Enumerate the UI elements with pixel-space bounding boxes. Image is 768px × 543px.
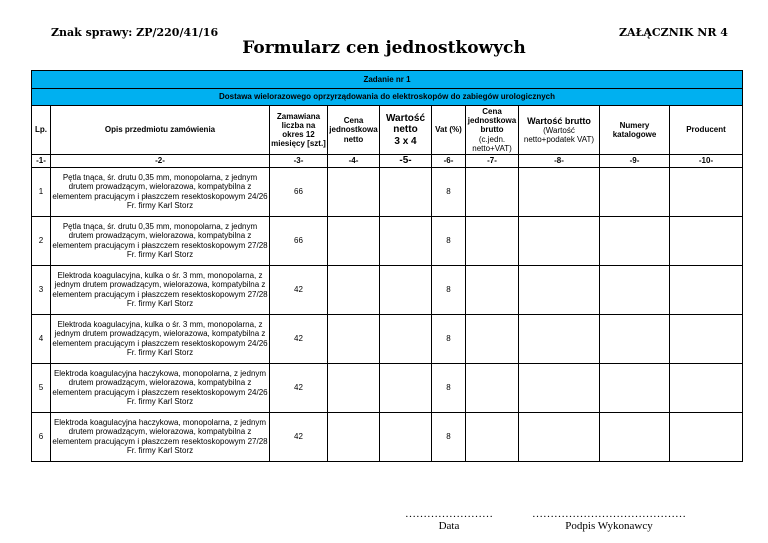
row-description: Elektroda koagulacyjna, kulka o śr. 3 mm, monopolarna, z jednym drutem prowadzącym, wielorazowa, kompatybilna z elementem pracującym i płaszczem resektoskopowym 27/28 Fr. firmy Karl Storz bbox=[51, 265, 270, 314]
row-description: Pętla tnąca, śr. drutu 0,35 mm, monopolarna, z jednym drutem prowadzącym, wielorazowa, kompatybilna z elementem pracującym i płaszczem resektoskopowym 27/28 Fr. firmy Karl Storz bbox=[51, 216, 270, 265]
column-header-row bbox=[32, 106, 743, 155]
col-quantity: Zamawiana liczba na okres 12 miesięcy [szt.] bbox=[270, 106, 328, 155]
col-value-net bbox=[380, 106, 432, 155]
col-number: -3- bbox=[270, 155, 328, 168]
row-unit-net[interactable] bbox=[328, 314, 380, 363]
signature-label: Podpis Wykonawcy bbox=[565, 520, 653, 532]
date-signature-block bbox=[394, 508, 504, 532]
col-value-gross bbox=[519, 106, 600, 155]
row-vat: 8 bbox=[432, 363, 466, 412]
row-unit-net[interactable] bbox=[328, 412, 380, 461]
row-unit-net[interactable] bbox=[328, 216, 380, 265]
row-catalog[interactable] bbox=[600, 167, 670, 216]
row-value-net[interactable] bbox=[380, 412, 432, 461]
row-catalog[interactable] bbox=[600, 412, 670, 461]
row-quantity: 42 bbox=[270, 363, 328, 412]
row-value-net[interactable] bbox=[380, 167, 432, 216]
col-producer: Producent bbox=[670, 106, 743, 155]
row-producer[interactable] bbox=[670, 216, 743, 265]
row-vat: 8 bbox=[432, 216, 466, 265]
row-catalog[interactable] bbox=[600, 216, 670, 265]
row-lp: 3 bbox=[32, 265, 51, 314]
row-unit-net[interactable] bbox=[328, 167, 380, 216]
row-producer[interactable] bbox=[670, 265, 743, 314]
row-unit-gross[interactable] bbox=[466, 363, 519, 412]
row-unit-gross[interactable] bbox=[466, 216, 519, 265]
row-description: Pętla tnąca, śr. drutu 0,35 mm, monopolarna, z jednym drutem prowadzącym, wielorazowa, kompatybilna z elementem pracującym i płaszczem resektoskopowym 24/26 Fr. firmy Karl Storz bbox=[51, 167, 270, 216]
col-number: -1- bbox=[32, 155, 51, 168]
row-quantity: 42 bbox=[270, 412, 328, 461]
row-value-gross[interactable] bbox=[519, 265, 600, 314]
row-quantity: 42 bbox=[270, 265, 328, 314]
row-vat: 8 bbox=[432, 412, 466, 461]
row-value-net[interactable] bbox=[380, 216, 432, 265]
date-dots: …………………… bbox=[405, 508, 493, 520]
row-quantity: 66 bbox=[270, 216, 328, 265]
table-row bbox=[32, 167, 743, 216]
table-row bbox=[32, 363, 743, 412]
col-value-net-formula: 3 x 4 bbox=[394, 135, 417, 147]
task-title: Zadanie nr 1 bbox=[32, 71, 743, 89]
row-vat: 8 bbox=[432, 167, 466, 216]
row-lp: 2 bbox=[32, 216, 51, 265]
row-quantity: 42 bbox=[270, 314, 328, 363]
row-lp: 1 bbox=[32, 167, 51, 216]
row-producer[interactable] bbox=[670, 314, 743, 363]
row-unit-net[interactable] bbox=[328, 265, 380, 314]
col-lp: Lp. bbox=[32, 106, 51, 155]
row-producer[interactable] bbox=[670, 167, 743, 216]
table-row bbox=[32, 412, 743, 461]
table-row bbox=[32, 265, 743, 314]
col-unit-gross-note: (c.jedn. netto+VAT) bbox=[472, 134, 512, 153]
row-catalog[interactable] bbox=[600, 363, 670, 412]
date-label: Data bbox=[438, 520, 460, 532]
row-catalog[interactable] bbox=[600, 265, 670, 314]
annex-label: ZAŁĄCZNIK NR 4 bbox=[619, 26, 728, 39]
row-producer[interactable] bbox=[670, 412, 743, 461]
table-row bbox=[32, 216, 743, 265]
col-value-gross-label: Wartość brutto bbox=[527, 115, 591, 126]
col-number: -7- bbox=[466, 155, 519, 168]
case-number: Znak sprawy: ZP/220/41/16 bbox=[51, 26, 219, 39]
row-value-gross[interactable] bbox=[519, 412, 600, 461]
row-value-gross[interactable] bbox=[519, 363, 600, 412]
row-value-gross[interactable] bbox=[519, 167, 600, 216]
col-unit-net: Cena jednostkowa netto bbox=[328, 106, 380, 155]
row-unit-gross[interactable] bbox=[466, 314, 519, 363]
row-value-net[interactable] bbox=[380, 314, 432, 363]
col-number: -2- bbox=[51, 155, 270, 168]
row-unit-gross[interactable] bbox=[466, 412, 519, 461]
row-lp: 6 bbox=[32, 412, 51, 461]
row-value-net[interactable] bbox=[380, 265, 432, 314]
col-number: -9- bbox=[600, 155, 670, 168]
column-number-row bbox=[32, 155, 743, 168]
col-unit-gross bbox=[466, 106, 519, 155]
row-lp: 5 bbox=[32, 363, 51, 412]
row-lp: 4 bbox=[32, 314, 51, 363]
col-number: -8- bbox=[519, 155, 600, 168]
col-number: -5- bbox=[380, 155, 432, 168]
col-catalog: Numery katalogowe bbox=[600, 106, 670, 155]
row-vat: 8 bbox=[432, 265, 466, 314]
col-unit-gross-label: Cena jednostkowa brutto bbox=[467, 107, 517, 135]
table-row bbox=[32, 314, 743, 363]
row-catalog[interactable] bbox=[600, 314, 670, 363]
col-number: -4- bbox=[328, 155, 380, 168]
task-subtitle: Dostawa wielorazowego oprzyrządowania do elektroskopów do zabiegów urologicznych bbox=[32, 89, 743, 106]
col-description: Opis przedmiotu zamówienia bbox=[51, 106, 270, 155]
row-unit-gross[interactable] bbox=[466, 167, 519, 216]
row-producer[interactable] bbox=[670, 363, 743, 412]
row-vat: 8 bbox=[432, 314, 466, 363]
row-unit-net[interactable] bbox=[328, 363, 380, 412]
signature-dots: …………………………………… bbox=[532, 508, 686, 520]
col-value-gross-note: (Wartość netto+podatek VAT) bbox=[523, 125, 595, 145]
row-description: Elektroda koagulacyjna haczykowa, monopolarna, z jednym drutem prowadzącym, wielorazowa, kompatybilna z elementem pracującym i płaszczem resektoskopowym 27/28 Fr. firmy Karl Storz bbox=[51, 412, 270, 461]
form-title: Formularz cen jednostkowych bbox=[242, 38, 526, 58]
row-unit-gross[interactable] bbox=[466, 265, 519, 314]
row-description: Elektroda koagulacyjna, kulka o śr. 3 mm, monopolarna, z jednym drutem prowadzącym, wielorazowa, kompatybilna z elementem pracującym i płaszczem resektoskopowym 24/26 Fr. firmy Karl Storz bbox=[51, 314, 270, 363]
row-value-gross[interactable] bbox=[519, 314, 600, 363]
col-vat: Vat (%) bbox=[432, 106, 466, 155]
row-value-net[interactable] bbox=[380, 363, 432, 412]
col-number: -6- bbox=[432, 155, 466, 168]
price-table bbox=[31, 70, 743, 462]
row-value-gross[interactable] bbox=[519, 216, 600, 265]
row-quantity: 66 bbox=[270, 167, 328, 216]
col-value-net-label: Wartość netto bbox=[385, 112, 426, 136]
row-description: Elektroda koagulacyjna haczykowa, monopolarna, z jednym drutem prowadzącym, wielorazowa, kompatybilna z elementem pracującym i płaszczem resektoskopowym 24/26 Fr. firmy Karl Storz bbox=[51, 363, 270, 412]
col-number: -10- bbox=[670, 155, 743, 168]
contractor-signature-block bbox=[524, 508, 694, 532]
